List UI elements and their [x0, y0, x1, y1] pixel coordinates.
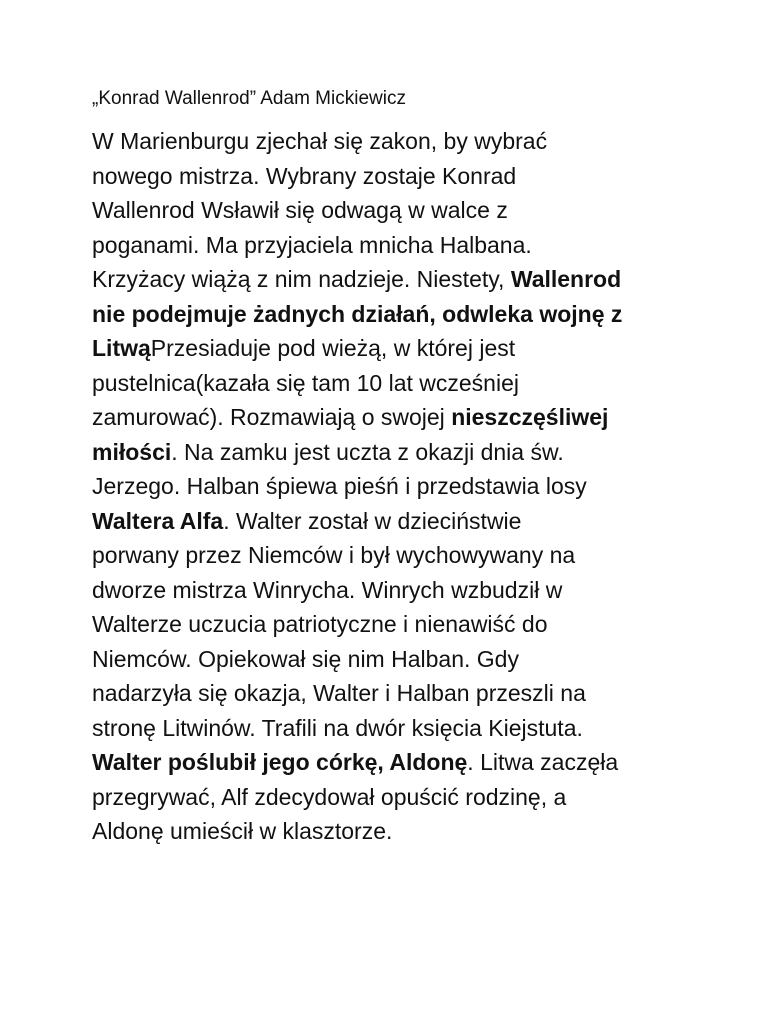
text-line [92, 435, 692, 470]
text-run: Aldonę umieścił w klasztorze. [92, 818, 393, 844]
text-line [92, 676, 692, 711]
text-line [92, 469, 692, 504]
text-line [92, 366, 692, 401]
text-line [92, 745, 692, 780]
text-line [92, 814, 692, 849]
text-line [92, 400, 692, 435]
bold-text-run: Litwą [92, 335, 151, 361]
text-run: Niemców. Opiekował się nim Halban. Gdy [92, 645, 519, 672]
text-run: . Na zamku jest uczta z okazji dnia św. [171, 438, 564, 465]
text-run: porwany przez Niemców i był wychowywany na [92, 542, 576, 568]
text-run: zamurować). Rozmawiają o swojej [92, 404, 452, 430]
bold-text-run: Wallenrod [510, 266, 622, 292]
text-run: Przesiaduje pod wieżą, w której jest [150, 335, 516, 361]
text-line [92, 711, 692, 746]
text-line [92, 193, 692, 228]
text-run: dworze mistrza Winrycha. Winrych wzbudził w [92, 576, 563, 603]
text-line [92, 538, 692, 573]
text-run: pustelnica(kazała się tam 10 lat wcześniej [92, 369, 519, 396]
text-run: Jerzego. Halban śpiewa pieśń i przedstawia losy [92, 473, 587, 499]
text-line [92, 573, 692, 608]
document-body [92, 124, 692, 849]
text-line [92, 262, 692, 297]
bold-text-run: nie podejmuje żadnych działań, odwleka wojnę z [92, 300, 623, 327]
document-title: „Konrad Wallenrod” Adam Mickiewicz [92, 88, 406, 109]
text-run: . Litwa zaczęła [467, 749, 619, 775]
text-line [92, 124, 692, 159]
text-line [92, 642, 692, 677]
text-run: stronę Litwinów. Trafili na dwór księcia Kiejstuta. [92, 714, 583, 741]
bold-text-run: Waltera Alfa [92, 507, 224, 534]
text-line [92, 331, 692, 366]
text-line [92, 297, 692, 332]
text-line [92, 780, 692, 815]
text-line [92, 228, 692, 263]
text-run: Walterze uczucia patriotyczne i nienawiść do [92, 611, 548, 637]
text-run: poganami. Ma przyjaciela mnicha Halbana. [92, 231, 532, 258]
bold-text-run: nieszczęśliwej [451, 404, 609, 430]
text-run: . Walter został w dzieciństwie [223, 507, 522, 534]
text-run: W Marienburgu zjechał się zakon, by wybrać [92, 128, 548, 154]
bold-text-run: miłości [92, 438, 172, 465]
text-run: Krzyżacy wiążą z nim nadzieje. Niestety, [92, 266, 511, 292]
text-line [92, 504, 692, 539]
text-run: nowego mistrza. Wybrany zostaje Konrad [92, 162, 517, 189]
text-line [92, 159, 692, 194]
text-line [92, 607, 692, 642]
text-run: Wallenrod Wsławił się odwagą w walce z [92, 197, 508, 223]
text-run: nadarzyła się okazja, Walter i Halban przeszli na [92, 680, 586, 706]
text-run: przegrywać, Alf zdecydował opuścić rodzinę, a [92, 783, 567, 810]
bold-text-run: Walter poślubił jego córkę, Aldonę [92, 749, 468, 775]
